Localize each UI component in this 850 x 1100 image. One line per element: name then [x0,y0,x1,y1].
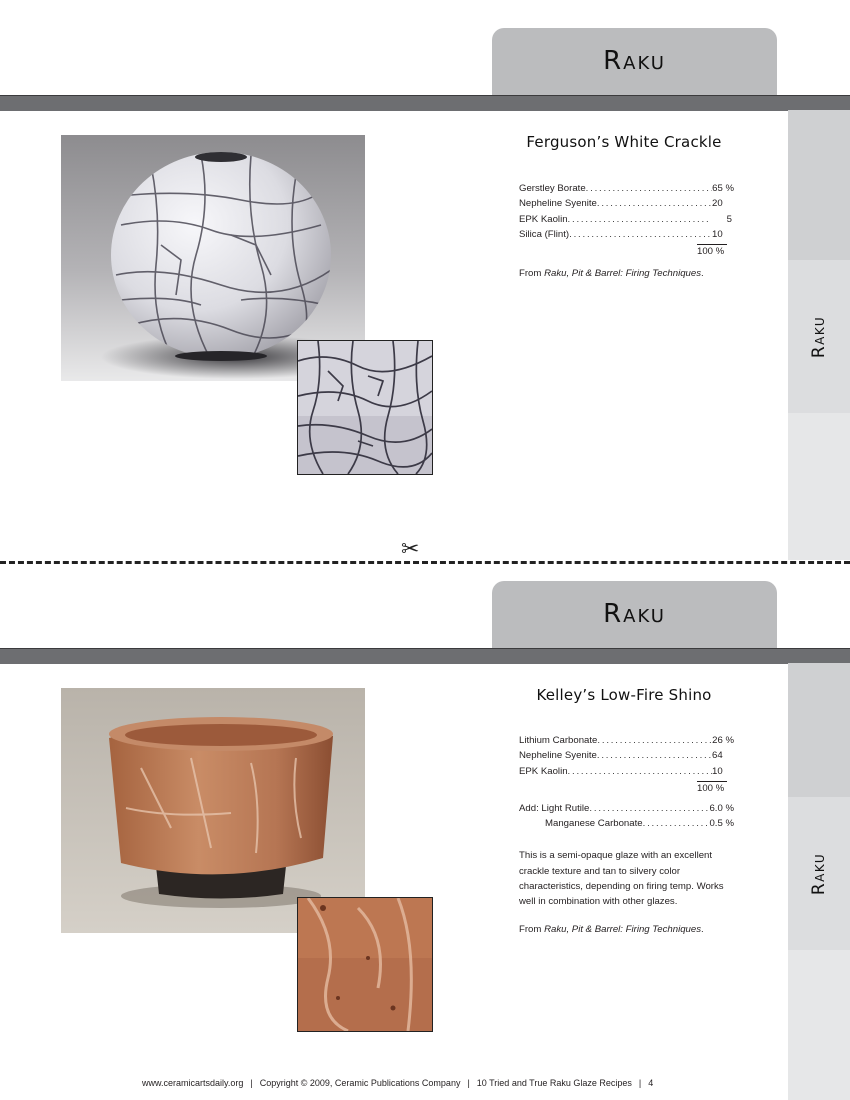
addition-name: Add: Light Rutile [519,802,590,814]
ingredient-name: Nepheline Syenite [519,750,597,762]
ingredient-amount: 26 % [712,735,734,746]
section-tab [492,28,777,96]
ingredient-name: EPK Kaolin [519,213,568,225]
side-tab-upper [788,110,850,260]
ingredient-amount: 64 [712,750,723,762]
page-footer: www.ceramicartsdaily.org | Copyright © 2009, Ceramic Publications Company | 10 Tried and True Raku Glaze Recipes | 4 [142,1078,654,1088]
section-tab [492,581,777,649]
ingredient-amount: 65 % [712,183,734,194]
addition-amount: 6.0 % [709,802,734,814]
ingredient-row [519,183,734,198]
side-tab-label: Raku [808,315,829,358]
ingredient-row [519,214,734,229]
white-crackle-swatch [297,340,433,475]
side-tab-lower [788,950,850,1100]
ingredient-amount: 5 [726,213,732,225]
ingredient-row [519,229,734,244]
scissors-icon: ✂ [401,537,420,562]
ingredient-row [519,750,734,765]
shino-swatch [297,897,433,1032]
addition-row [519,818,734,833]
side-tab-label: Raku [808,852,829,895]
ingredient-name: Gerstley Borate [519,183,586,194]
ingredient-name: Silica (Flint) [519,228,570,240]
footer-website[interactable]: www.ceramicartsdaily.org [142,1078,244,1088]
ingredient-row [519,198,734,213]
section-tab-title: Raku [603,599,666,629]
ingredient-name: EPK Kaolin [519,765,568,777]
ingredient-amount: 10 [712,228,723,240]
ingredient-row [519,766,734,781]
recipe-description: This is a semi-opaque glaze with an excellent crackle texture and tan to silvery color characteristics, depending on firing temp. Works well in combination with other glazes. [519,850,724,908]
recipe-card [519,133,734,279]
page-number: 4 [648,1078,654,1088]
recipe-total: 100 % [697,244,727,259]
ingredient-amount: 10 [712,765,723,777]
ingredient-amount: 20 [712,198,723,210]
side-tab-lower [788,413,850,560]
recipe-total: 100 % [697,781,727,796]
footer-publication: 10 Tried and True Raku Glaze Recipes [476,1078,632,1088]
ingredient-row [519,735,734,750]
side-tab-upper [788,663,850,797]
recipe-title: Kelley’s Low-Fire Shino [536,686,712,704]
ingredient-name: Lithium Carbonate [519,735,598,746]
header-bar [0,95,850,111]
section-tab-title: Raku [603,46,666,76]
recipe-source: From Raku, Pit & Barrel: Firing Techniques. [519,268,704,280]
footer-copyright: Copyright © 2009, Ceramic Publications Company [259,1078,461,1088]
addition-row [519,803,734,818]
header-bar [0,648,850,664]
recipe-title: Ferguson’s White Crackle [526,133,722,151]
addition-name: Manganese Carbonate [545,818,643,830]
cut-line [0,561,850,564]
recipe-card [519,686,734,935]
addition-amount: 0.5 % [709,818,734,830]
ingredient-name: Nepheline Syenite [519,198,597,210]
recipe-source: From Raku, Pit & Barrel: Firing Techniques. [519,923,704,935]
